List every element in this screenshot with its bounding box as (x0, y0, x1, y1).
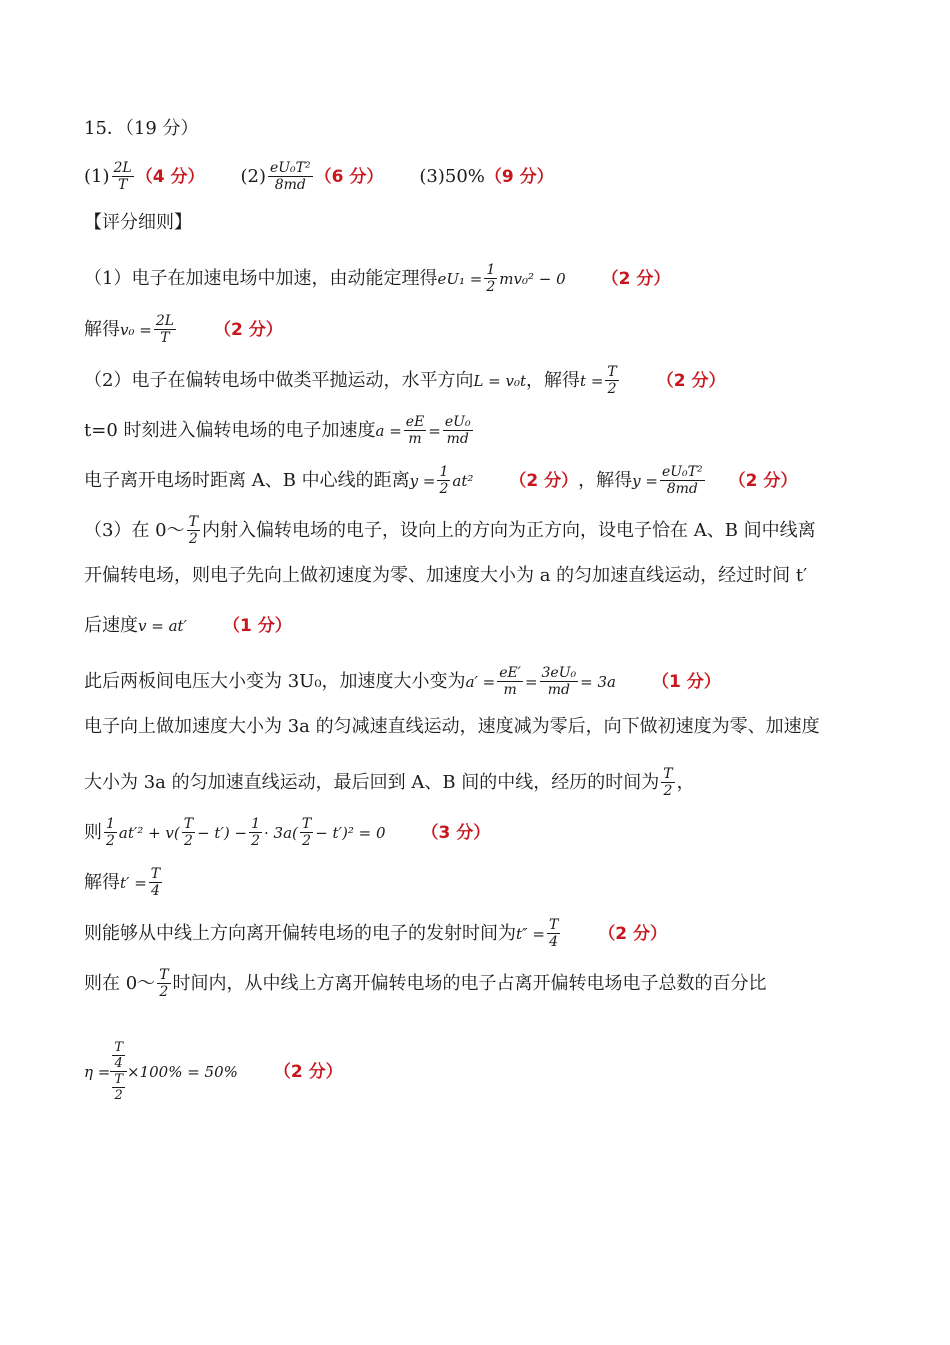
part3-line2: 开偏转电场，则电子先向上做初速度为零、加速度大小为 a 的匀加速直线运动，经过时间 t′ (84, 565, 808, 586)
part3-line11: η = $\frac{T}{4}$ $\frac{T}{2}$ ×100% = 50% （2 分） (84, 1040, 343, 1103)
question-label: 15．（19 分） (84, 118, 199, 139)
answer3-text: (3)50% (419, 165, 485, 187)
part3-line7: 则 $\frac{1}{2}$ at′² + v( $\frac{T}{2}$ − t′) − $\frac{1}{2}$ · 3a( $\frac{T}{2}$ − t′)² = 0 （3 分） (84, 816, 491, 849)
part3-score1: （1 分） (222, 616, 292, 636)
part3-line6: 大小为 3a 的匀加速直线运动，最后回到 A、B 间的中线，经历的时间为 $\frac{T}{2}$ ， (84, 766, 695, 799)
part3-score4: （2 分） (598, 923, 668, 944)
part3-line3: 后速度 v = at′ （1 分） (84, 615, 292, 636)
part2-line2: t=0 时刻进入偏转电场的电子加速度 a = $\frac{eE}{m}$ = $\frac{\text{eU₀}}{md}$ (84, 414, 471, 447)
part3-line4: 此后两板间电压大小变为 3U₀，加速度大小变为 a′ = $\frac{eE'}{m}$ = $\frac{\text{3eU₀}}{md}$ = 3a （1 分） (84, 665, 721, 698)
answer3-score: （9 分） (484, 166, 554, 187)
answer2-score: （6 分） (314, 166, 384, 187)
part2-line3: 电子离开电场时距离 A、B 中心线的距离 y = $\frac{1}{2}$ at² （2 分） ，解得 y = $\frac{\text{eU₀T²}}{8md}$ （2 分） (84, 464, 798, 497)
part1-score1: （2 分） (601, 268, 671, 289)
answer-summary: (1) $\frac{2L}{T}$ （4 分） (2) $\frac{\text{eU₀T²}}{8md}$ （6 分） (3)50% （9 分） (84, 160, 554, 193)
efficiency-fraction: $\frac{T}{4}$ $\frac{T}{2}$ (110, 1040, 127, 1103)
part3-line9: 则能够从中线上方向离开偏转电场的电子的发射时间为 t″ = $\frac{T}{4}$ （2 分） (84, 917, 668, 950)
part3-score2: （1 分） (651, 671, 721, 692)
part2-score1: （2 分） (656, 370, 726, 391)
part3-line1: （3）在 0～ $\frac{T}{2}$ 内射入偏转电场的电子，设向上的方向为正方向，设电子恰在 A、B 间中线离 (84, 514, 816, 547)
part1-line1: （1）电子在加速电场中加速，由动能定理得 eU₁ = $\frac{1}{2}$ mv₀² − 0 （2 分） (84, 262, 671, 295)
rubric-title: 【评分细则】 (84, 212, 192, 233)
part3-score3: （3 分） (421, 822, 491, 843)
part1-score2: （2 分） (214, 319, 283, 340)
part2-line1: （2）电子在偏转电场中做类平抛运动，水平方向 L = v₀t ，解得 t = $\frac{T}{2}$ （2 分） (84, 364, 726, 397)
part3-line8: 解得 t′ = $\frac{T}{4}$ (84, 866, 161, 899)
answer2-fraction: $\frac{\text{eU₀T²}}{8md}$ (269, 160, 311, 193)
part3-score5: （2 分） (273, 1061, 343, 1082)
answer1-fraction: $\frac{2L}{T}$ (113, 160, 132, 193)
part2-score3: （2 分） (728, 470, 798, 491)
question-number (84, 118, 890, 140)
answer1-score: （4 分） (135, 166, 205, 187)
part3-line10: 则在 0～ $\frac{T}{2}$ 时间内，从中线上方离开偏转电场的电子占离开偏转电场电子总数的百分比 (84, 967, 767, 1000)
part2-score2: （2 分） (509, 470, 579, 491)
part3-line5: 电子向上做加速度大小为 3a 的匀减速直线运动，速度减为零后，向下做初速度为零、加速度 (84, 716, 820, 737)
part1-line2: 解得 v₀ = $\frac{2L}{T}$ （2 分） (84, 313, 283, 346)
